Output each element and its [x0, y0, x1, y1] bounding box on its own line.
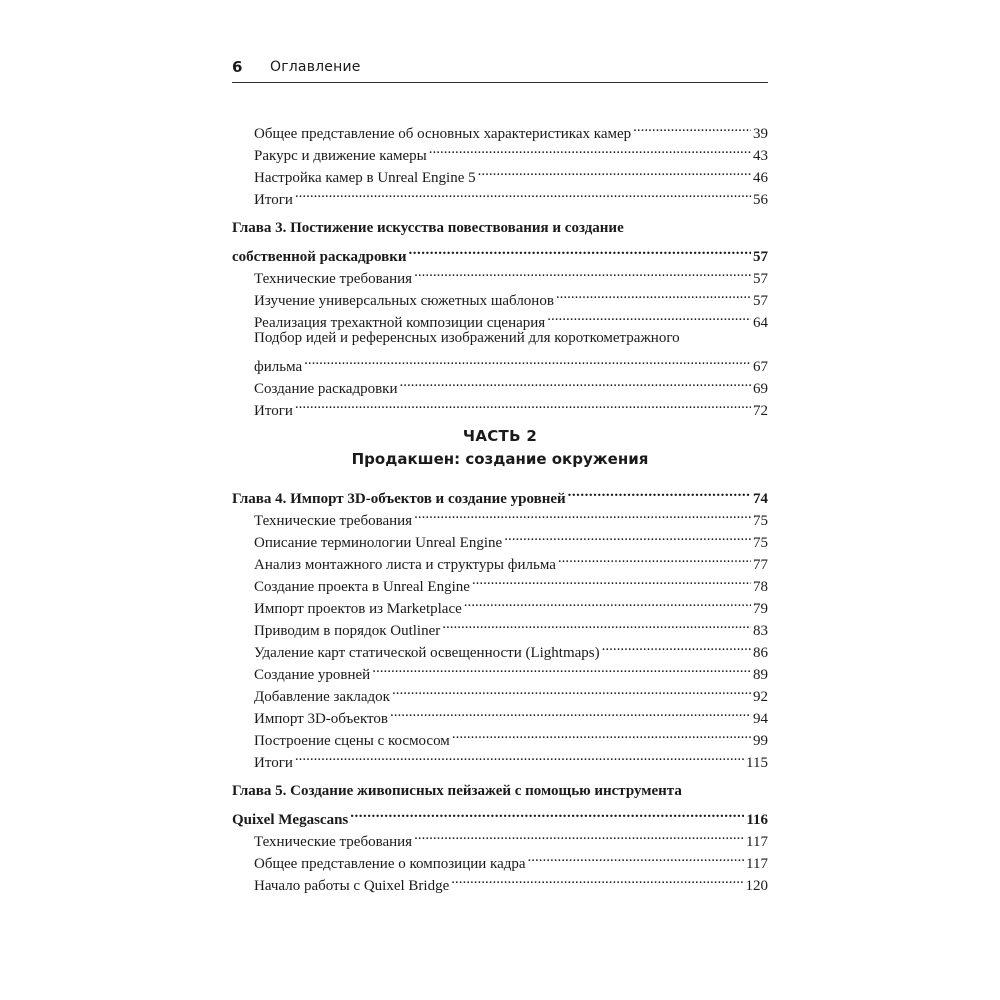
toc-item: Технические требования ..... 117 [232, 824, 768, 846]
toc-item: Общее представление о композиции кадра ..... 117 [232, 846, 768, 868]
running-header-title: Оглавление [270, 59, 361, 75]
chapter-4-title: Глава 4. Импорт 3D-объектов и создание уровней ..... 74 [232, 481, 768, 503]
toc-item: Ракурс и движение камеры ..... 43 [232, 138, 768, 160]
toc-item: Приводим в порядок Outliner ..... 83 [232, 613, 768, 635]
table-of-contents [232, 116, 768, 894]
toc-item-multiline-line1: Подбор идей и референсных изображений для короткометражного [254, 330, 680, 346]
toc-item: Импорт проектов из Marketplace ..... 79 [232, 591, 768, 613]
toc-item: Создание проекта в Unreal Engine ..... 78 [232, 569, 768, 591]
toc-item: Описание терминологии Unreal Engine ..... 75 [232, 525, 768, 547]
part-heading [232, 425, 768, 471]
toc-item-multiline-line2: фильма ..... 67 [232, 349, 768, 371]
toc-item: Добавление закладок ..... 92 [232, 679, 768, 701]
chapter-3-title-line2: собственной раскадровки ..... 57 [232, 239, 768, 261]
toc-item: Итоги ..... 56 [232, 182, 768, 204]
toc-item: Построение сцены с космосом ..... 99 [232, 723, 768, 745]
toc-item: Изучение универсальных сюжетных шаблонов ..... 57 [232, 283, 768, 305]
toc-item: Технические требования ..... 75 [232, 503, 768, 525]
toc-item: Анализ монтажного листа и структуры фильма ..... 77 [232, 547, 768, 569]
toc-item: Импорт 3D-объектов ..... 94 [232, 701, 768, 723]
toc-item: Итоги ..... 72 [232, 393, 768, 415]
part-name: Продакшен: создание окружения [351, 450, 649, 468]
part-label: ЧАСТЬ 2 [462, 427, 538, 445]
chapter-5-title-line2: Quixel Megascans ..... 116 [232, 802, 768, 824]
toc-item: Общее представление об основных характеристиках камер ..... 39 [232, 116, 768, 138]
toc-item: Настройка камер в Unreal Engine 5 ..... 46 [232, 160, 768, 182]
toc-item: Начало работы с Quixel Bridge ..... 120 [232, 868, 768, 890]
toc-item: Реализация трехактной композиции сценария ..... 64 [232, 305, 768, 327]
chapter-5-title-line1: Глава 5. Создание живописных пейзажей с помощью инструмента [232, 783, 682, 799]
toc-item: Создание раскадровки ..... 69 [232, 371, 768, 393]
toc-item: Итоги ..... 115 [232, 745, 768, 767]
toc-item: Технические требования ..... 57 [232, 261, 768, 283]
toc-item: Удаление карт статической освещенности (Lightmaps) ..... 86 [232, 635, 768, 657]
chapter-3-title-line1: Глава 3. Постижение искусства повествования и создание [232, 220, 624, 236]
running-header [232, 58, 768, 82]
toc-item: Создание уровней ..... 89 [232, 657, 768, 679]
page-number: 6 [232, 58, 243, 76]
header-rule [232, 82, 768, 83]
